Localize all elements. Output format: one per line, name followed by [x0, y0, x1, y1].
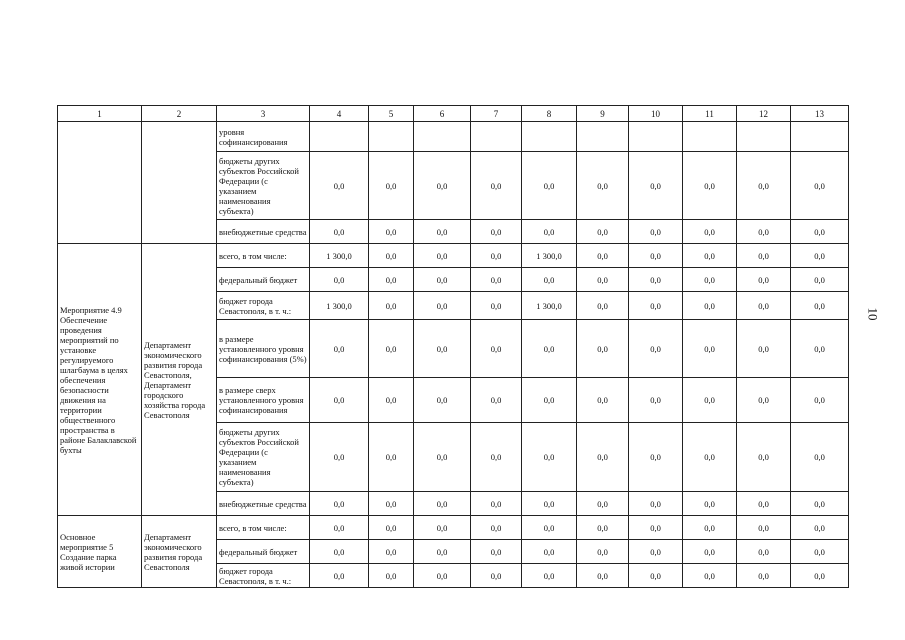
amount-cell: 0,0: [791, 292, 849, 320]
amount-cell: 0,0: [471, 244, 522, 268]
amount-cell: 0,0: [629, 540, 683, 564]
amount-cell: [791, 122, 849, 152]
column-header: 7: [471, 106, 522, 122]
amount-cell: 0,0: [577, 292, 629, 320]
amount-cell: 0,0: [791, 423, 849, 492]
amount-cell: [471, 122, 522, 152]
amount-cell: 0,0: [414, 152, 471, 220]
amount-cell: 0,0: [471, 564, 522, 588]
amount-cell: 0,0: [414, 292, 471, 320]
funding-source: в размере установленного уровня софинансирования (5%): [217, 320, 310, 378]
amount-cell: 0,0: [683, 220, 737, 244]
amount-cell: 0,0: [471, 378, 522, 423]
amount-cell: 0,0: [522, 516, 577, 540]
column-header: 2: [142, 106, 217, 122]
amount-cell: 0,0: [577, 220, 629, 244]
amount-cell: 0,0: [310, 492, 369, 516]
column-header: 1: [58, 106, 142, 122]
amount-cell: 0,0: [791, 268, 849, 292]
column-header: 10: [629, 106, 683, 122]
amount-cell: [369, 122, 414, 152]
amount-cell: 0,0: [310, 516, 369, 540]
responsible-department: Департамент экономического развития города Севастополя, Департамент городского хозяйства города Севастополя: [142, 244, 217, 516]
amount-cell: 0,0: [737, 516, 791, 540]
amount-cell: 1 300,0: [310, 244, 369, 268]
amount-cell: 0,0: [791, 320, 849, 378]
amount-cell: 0,0: [414, 564, 471, 588]
amount-cell: 0,0: [522, 152, 577, 220]
amount-cell: 0,0: [369, 423, 414, 492]
amount-cell: 1 300,0: [310, 292, 369, 320]
amount-cell: 0,0: [683, 564, 737, 588]
amount-cell: 0,0: [471, 540, 522, 564]
amount-cell: [414, 122, 471, 152]
amount-cell: 0,0: [310, 423, 369, 492]
funding-source: бюджеты других субъектов Российской Федерации (с указанием наименования субъекта): [217, 423, 310, 492]
amount-cell: 0,0: [683, 540, 737, 564]
amount-cell: 0,0: [310, 152, 369, 220]
amount-cell: 0,0: [629, 292, 683, 320]
amount-cell: 0,0: [629, 423, 683, 492]
amount-cell: 0,0: [522, 492, 577, 516]
amount-cell: 0,0: [414, 516, 471, 540]
amount-cell: 0,0: [414, 244, 471, 268]
amount-cell: 0,0: [577, 152, 629, 220]
column-header: 11: [683, 106, 737, 122]
amount-cell: 0,0: [577, 492, 629, 516]
budget-table: [57, 105, 849, 588]
column-header: 12: [737, 106, 791, 122]
amount-cell: [683, 122, 737, 152]
amount-cell: 0,0: [577, 423, 629, 492]
amount-cell: 0,0: [791, 516, 849, 540]
amount-cell: 0,0: [471, 320, 522, 378]
funding-source: внебюджетные средства: [217, 492, 310, 516]
amount-cell: 0,0: [629, 378, 683, 423]
amount-cell: 0,0: [737, 320, 791, 378]
amount-cell: 1 300,0: [522, 292, 577, 320]
funding-source: в размере сверх установленного уровня софинансирования: [217, 378, 310, 423]
amount-cell: 0,0: [414, 423, 471, 492]
amount-cell: 0,0: [414, 220, 471, 244]
amount-cell: 0,0: [369, 268, 414, 292]
amount-cell: 0,0: [629, 320, 683, 378]
amount-cell: 0,0: [791, 564, 849, 588]
amount-cell: 0,0: [629, 564, 683, 588]
amount-cell: 0,0: [414, 268, 471, 292]
amount-cell: 0,0: [737, 152, 791, 220]
amount-cell: 0,0: [369, 152, 414, 220]
responsible-department: [142, 122, 217, 244]
amount-cell: 0,0: [369, 378, 414, 423]
amount-cell: 0,0: [791, 378, 849, 423]
amount-cell: 0,0: [369, 516, 414, 540]
funding-source: федеральный бюджет: [217, 268, 310, 292]
amount-cell: 0,0: [369, 492, 414, 516]
amount-cell: 0,0: [471, 292, 522, 320]
amount-cell: 0,0: [369, 220, 414, 244]
amount-cell: 0,0: [522, 378, 577, 423]
amount-cell: 0,0: [629, 516, 683, 540]
amount-cell: 0,0: [522, 220, 577, 244]
responsible-department: Департамент экономического развития города Севастополя: [142, 516, 217, 588]
amount-cell: 0,0: [577, 564, 629, 588]
table-row: [58, 516, 849, 540]
page-number: 10: [865, 307, 881, 321]
amount-cell: 0,0: [522, 320, 577, 378]
column-header: 13: [791, 106, 849, 122]
amount-cell: 0,0: [737, 244, 791, 268]
amount-cell: 0,0: [522, 423, 577, 492]
activity-name: Мероприятие 4.9 Обеспечение проведения мероприятий по установке регулируемого шлагбаума в целях обеспечения безопасности движения на территории общественного пространства в районе Балаклавской бухты: [58, 244, 142, 516]
amount-cell: 0,0: [310, 564, 369, 588]
amount-cell: 0,0: [737, 220, 791, 244]
amount-cell: 0,0: [791, 244, 849, 268]
column-header: 6: [414, 106, 471, 122]
amount-cell: 0,0: [683, 152, 737, 220]
amount-cell: 0,0: [791, 152, 849, 220]
funding-source: уровня софинансирования: [217, 122, 310, 152]
amount-cell: 0,0: [414, 540, 471, 564]
amount-cell: 0,0: [683, 378, 737, 423]
table-row: [58, 122, 849, 152]
amount-cell: 0,0: [683, 244, 737, 268]
amount-cell: 0,0: [577, 320, 629, 378]
column-header: 4: [310, 106, 369, 122]
amount-cell: [522, 122, 577, 152]
amount-cell: 0,0: [310, 268, 369, 292]
amount-cell: 0,0: [791, 540, 849, 564]
amount-cell: 0,0: [471, 268, 522, 292]
funding-source: бюджет города Севастополя, в т. ч.:: [217, 564, 310, 588]
amount-cell: 0,0: [737, 268, 791, 292]
amount-cell: 0,0: [737, 492, 791, 516]
funding-source: бюджет города Севастополя, в т. ч.:: [217, 292, 310, 320]
amount-cell: 0,0: [683, 268, 737, 292]
amount-cell: 0,0: [471, 152, 522, 220]
amount-cell: 0,0: [310, 378, 369, 423]
amount-cell: 0,0: [577, 516, 629, 540]
amount-cell: 0,0: [577, 244, 629, 268]
amount-cell: 0,0: [369, 292, 414, 320]
amount-cell: 0,0: [737, 423, 791, 492]
amount-cell: [737, 122, 791, 152]
amount-cell: 0,0: [471, 423, 522, 492]
column-header: 9: [577, 106, 629, 122]
activity-name: Основное мероприятие 5 Создание парка живой истории: [58, 516, 142, 588]
amount-cell: 0,0: [522, 564, 577, 588]
amount-cell: 0,0: [683, 320, 737, 378]
amount-cell: 0,0: [471, 516, 522, 540]
amount-cell: 0,0: [522, 540, 577, 564]
amount-cell: 0,0: [310, 220, 369, 244]
amount-cell: 0,0: [369, 244, 414, 268]
amount-cell: 0,0: [629, 492, 683, 516]
amount-cell: [310, 122, 369, 152]
amount-cell: 0,0: [737, 292, 791, 320]
amount-cell: 0,0: [683, 292, 737, 320]
amount-cell: 0,0: [369, 320, 414, 378]
amount-cell: [577, 122, 629, 152]
amount-cell: 0,0: [629, 152, 683, 220]
amount-cell: 0,0: [310, 540, 369, 564]
amount-cell: 1 300,0: [522, 244, 577, 268]
amount-cell: 0,0: [414, 492, 471, 516]
amount-cell: 0,0: [414, 320, 471, 378]
amount-cell: 0,0: [414, 378, 471, 423]
header-row: [58, 106, 849, 122]
funding-source: бюджеты других субъектов Российской Федерации (с указанием наименования субъекта): [217, 152, 310, 220]
amount-cell: [629, 122, 683, 152]
funding-source: всего, в том числе:: [217, 516, 310, 540]
amount-cell: 0,0: [683, 423, 737, 492]
amount-cell: 0,0: [737, 540, 791, 564]
funding-source: всего, в том числе:: [217, 244, 310, 268]
funding-source: федеральный бюджет: [217, 540, 310, 564]
amount-cell: 0,0: [369, 564, 414, 588]
amount-cell: 0,0: [629, 220, 683, 244]
amount-cell: 0,0: [683, 492, 737, 516]
amount-cell: 0,0: [577, 540, 629, 564]
amount-cell: 0,0: [737, 564, 791, 588]
amount-cell: 0,0: [629, 244, 683, 268]
table-row: [58, 244, 849, 268]
amount-cell: 0,0: [791, 220, 849, 244]
amount-cell: 0,0: [577, 378, 629, 423]
amount-cell: 0,0: [471, 492, 522, 516]
amount-cell: 0,0: [369, 540, 414, 564]
column-header: 5: [369, 106, 414, 122]
activity-name: [58, 122, 142, 244]
amount-cell: 0,0: [791, 492, 849, 516]
column-header: 3: [217, 106, 310, 122]
amount-cell: 0,0: [737, 378, 791, 423]
amount-cell: 0,0: [310, 320, 369, 378]
amount-cell: 0,0: [683, 516, 737, 540]
amount-cell: 0,0: [577, 268, 629, 292]
funding-source: внебюджетные средства: [217, 220, 310, 244]
amount-cell: 0,0: [522, 268, 577, 292]
amount-cell: 0,0: [629, 268, 683, 292]
amount-cell: 0,0: [471, 220, 522, 244]
column-header: 8: [522, 106, 577, 122]
